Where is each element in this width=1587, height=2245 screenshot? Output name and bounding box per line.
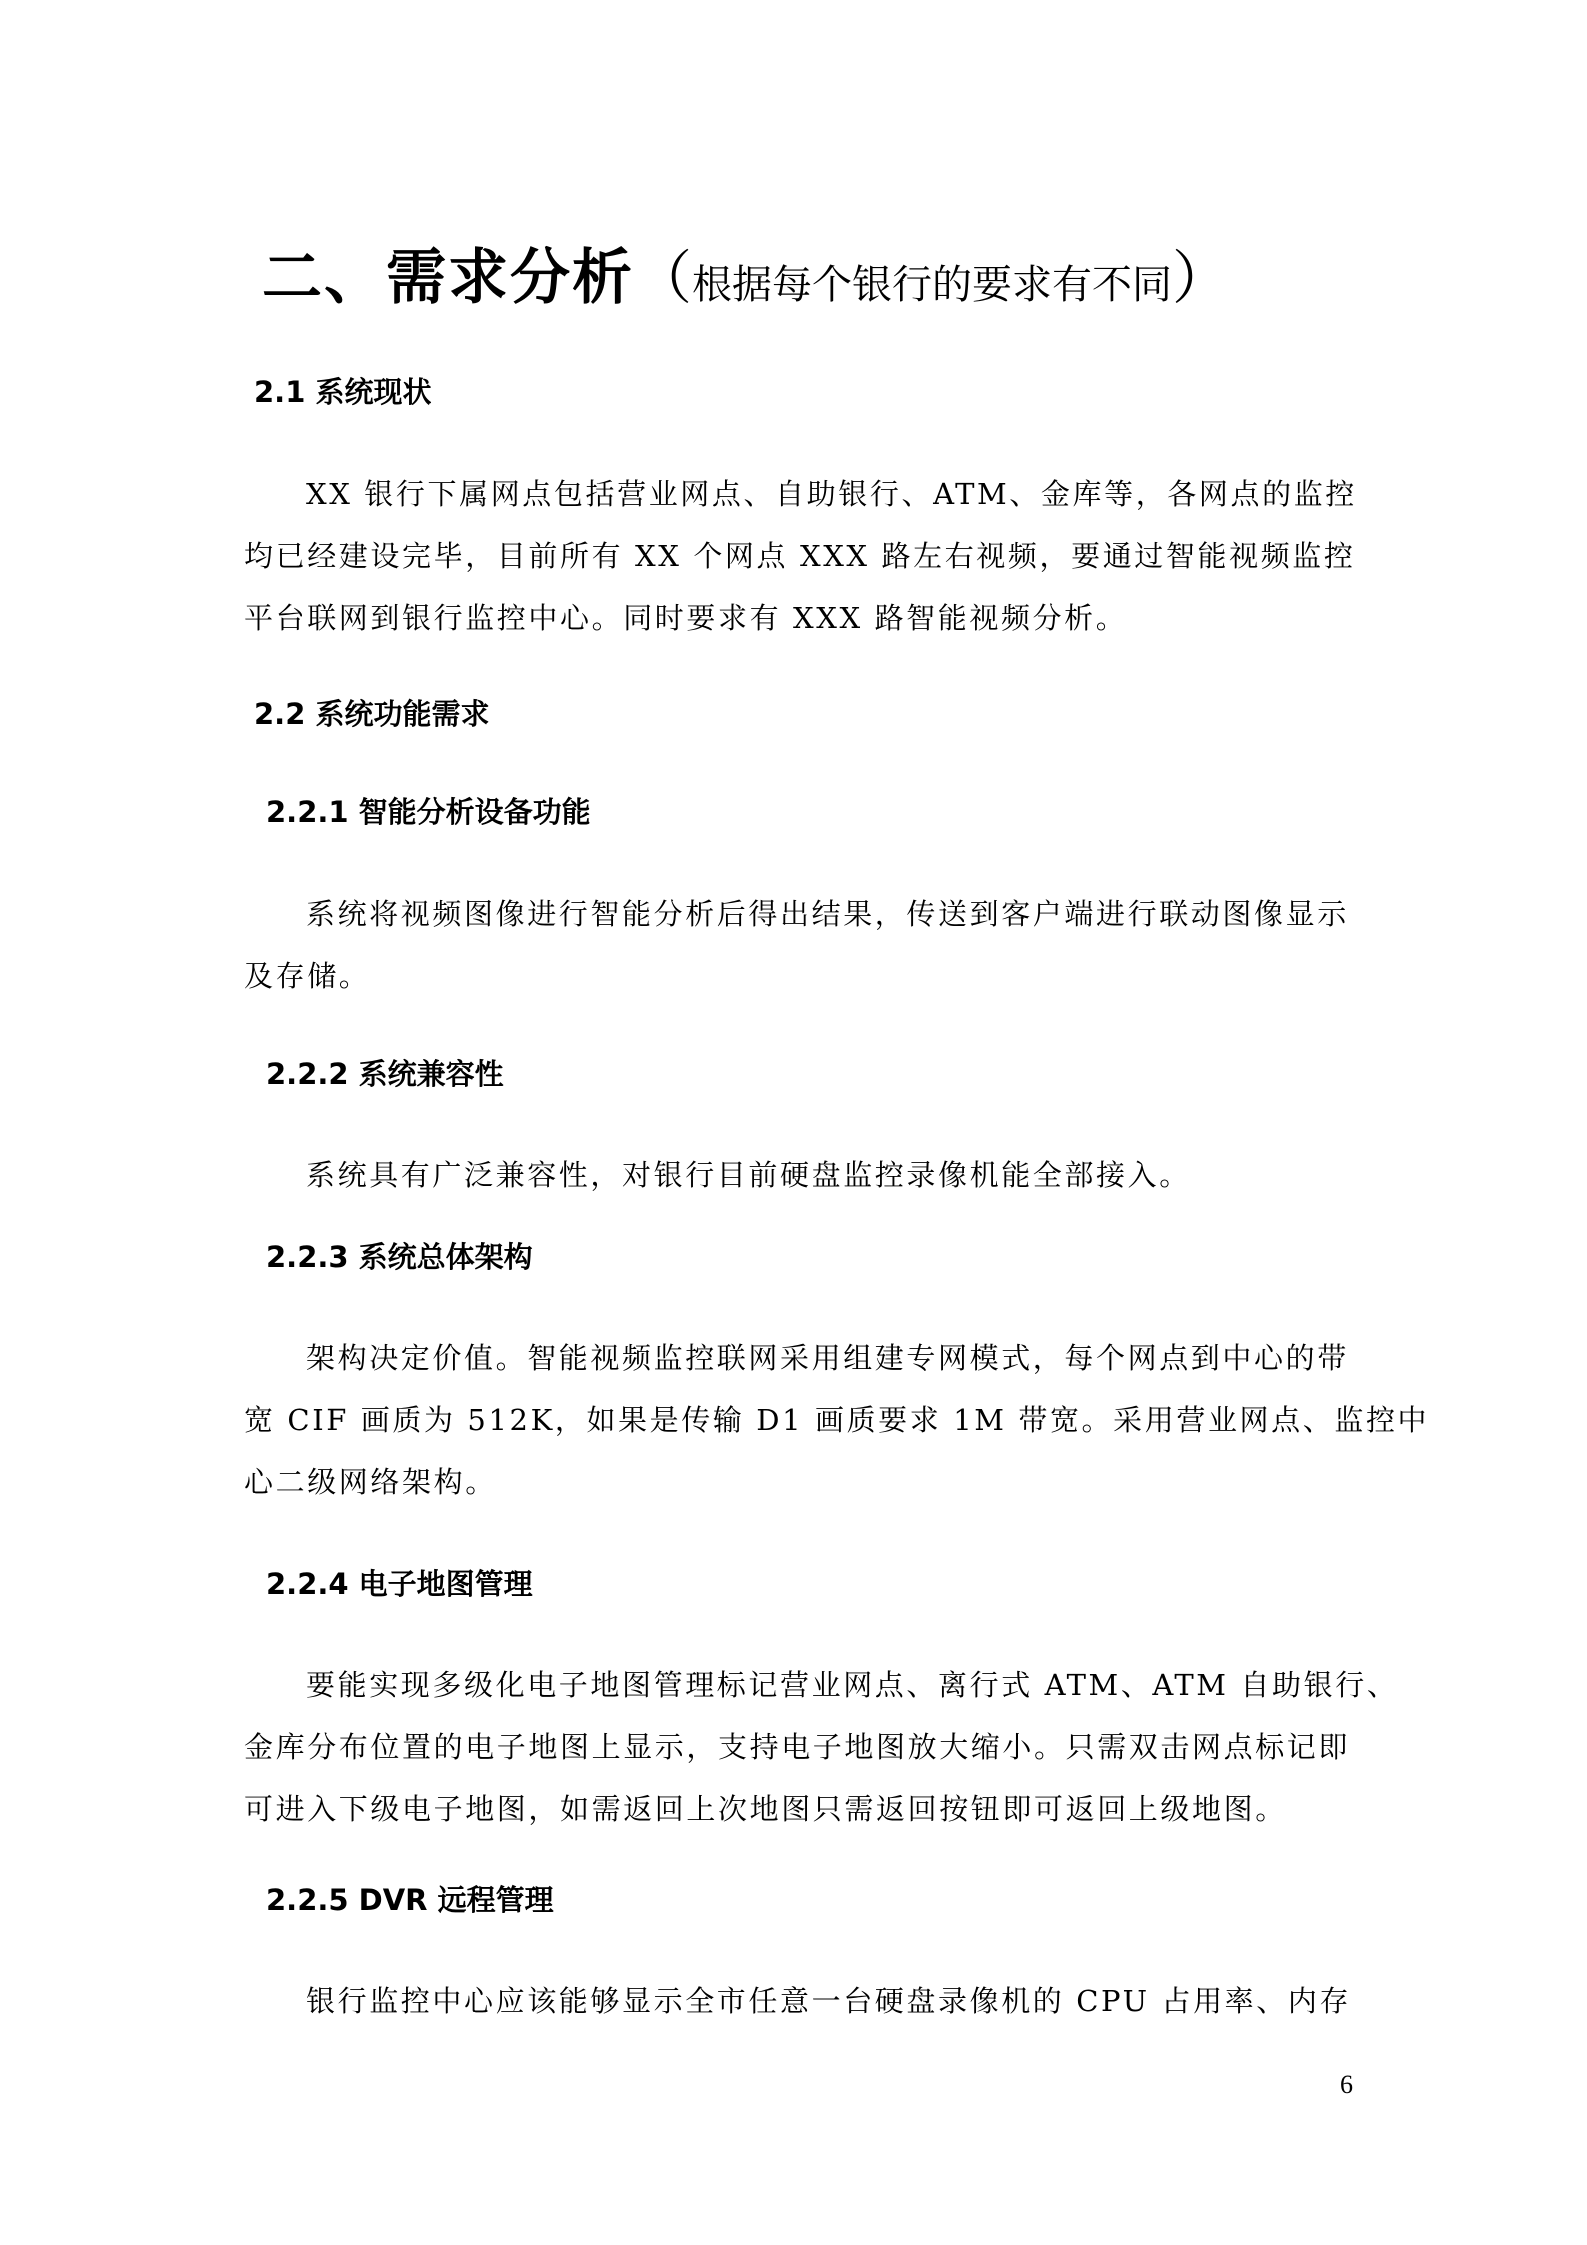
section-heading-2-2-2: 2.2.2 系统兼容性 [266,1057,504,1091]
section-heading-2-2-4: 2.2.4 电子地图管理 [266,1567,533,1601]
section-heading-2-2: 2.2 系统功能需求 [254,697,490,731]
section-heading-2-1: 2.1 系统现状 [254,375,432,409]
paren-close: ） [1172,244,1231,312]
chapter-title-main: 二、需求分析 [262,243,634,313]
page-number: 6 [1340,2070,1353,2099]
chapter-title-note: 根据每个银行的要求有不同 [692,262,1173,308]
paragraph-line: 系统具有广泛兼容性，对银行目前硬盘监控录像机能全部接入。 [306,1158,1191,1192]
paragraph-line: 均已经建设完毕，目前所有 XX 个网点 XXX 路左右视频，要通过智能视频监控 [244,539,1356,573]
section-body-2-2-1 [244,883,1364,1007]
section-heading-2-2-5: 2.2.5 DVR 远程管理 [266,1883,554,1917]
section-body-2-2-5 [244,1970,1364,2032]
section-body-2-2-3 [244,1327,1430,1513]
section-heading-2-2-1: 2.2.1 智能分析设备功能 [266,795,591,829]
paragraph-line: XX 银行下属网点包括营业网点、自助银行、ATM、金库等，各网点的监控 [306,477,1357,511]
paragraph-line: 银行监控中心应该能够显示全市任意一台硬盘录像机的 CPU 占用率、内存 [306,1984,1352,2018]
paragraph-line: 平台联网到银行监控中心。同时要求有 XXX 路智能视频分析。 [244,601,1128,635]
section-body-2-2-4 [244,1654,1399,1840]
paragraph-line: 及存储。 [244,959,371,993]
section-body-2-2-2 [244,1144,1364,1206]
paragraph-line: 心二级网络架构。 [244,1465,497,1499]
paragraph-line: 宽 CIF 画质为 512K，如果是传输 D1 画质要求 1M 带宽。采用营业网点、监控中 [244,1403,1430,1437]
paragraph-line: 架构决定价值。智能视频监控联网采用组建专网模式，每个网点到中心的带 [306,1341,1349,1375]
paren-open: （ [634,244,693,312]
paragraph-line: 系统将视频图像进行智能分析后得出结果，传送到客户端进行联动图像显示 [306,897,1349,931]
paragraph-line: 要能实现多级化电子地图管理标记营业网点、离行式 ATM、ATM 自助银行、 [306,1668,1399,1702]
section-heading-2-2-3: 2.2.3 系统总体架构 [266,1240,533,1274]
paragraph-line: 金库分布位置的电子地图上显示，支持电子地图放大缩小。只需双击网点标记即 [244,1730,1351,1764]
paragraph-line: 可进入下级电子地图，如需返回上次地图只需返回按钮即可返回上级地图。 [244,1792,1287,1826]
section-body-2-1 [244,463,1364,649]
chapter-title [262,238,1230,333]
